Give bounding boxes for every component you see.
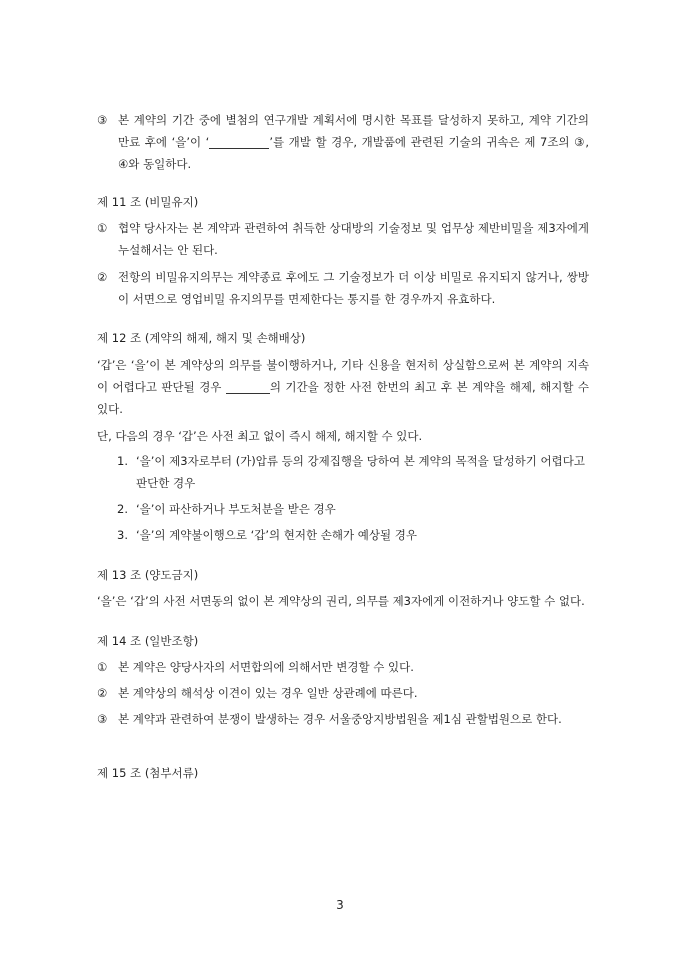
subitem-text: ‘을’이 파산하거나 부도처분을 받은 경우 [136, 502, 336, 516]
item-marker: ③ [97, 712, 108, 726]
article-10-item-3 [97, 109, 589, 175]
item-text: 협약 당사자는 본 계약과 관련하여 취득한 상대방의 기술정보 및 업무상 제반비밀을 제3자에게 누설해서는 안 된다. [118, 221, 589, 257]
subitem-text: ‘을’이 제3자로부터 (가)압류 등의 강제집행을 당하여 본 계약의 목적을 달성하기 어렵다고 판단한 경우 [136, 454, 585, 490]
fill-in-blank [209, 134, 269, 149]
article-11-item-2 [97, 266, 589, 310]
page-number: 3 [336, 898, 344, 912]
subitem-marker: 3. [117, 528, 128, 542]
article-14-heading: 제 14 조 (일반조항) [97, 634, 199, 648]
item-marker: ③ [97, 113, 108, 127]
item-text: 본 계약상의 해석상 이견이 있는 경우 일반 상관례에 따른다. [118, 686, 418, 700]
article-11-item-1 [97, 217, 589, 261]
item-text: 전항의 비밀유지의무는 계약종료 후에도 그 기술정보가 더 이상 비밀로 유지되지 않거나, 쌍방이 서면으로 영업비밀 유지의무를 면제한다는 통지를 한 경우까지 유효하다. [118, 270, 589, 306]
article-14-item-2 [97, 682, 589, 704]
item-text-before-blank: 본 계약의 기간 중에 별첨의 연구개발 계획서에 명시한 목표를 달성하지 못하고, 계약 기간의 만료 후에 ‘을’이 ‘ [118, 113, 589, 149]
item-marker: ① [97, 660, 108, 674]
item-text: 본 계약과 관련하여 분쟁이 발생하는 경우 서울중앙지방법원을 제1심 관할법원으로 한다. [118, 712, 562, 726]
fill-in-blank [226, 379, 270, 394]
paragraph-text-before-blank: ‘갑’은 ‘을’이 본 계약상의 의무를 불이행하거나, 기타 신용을 현저히 상실함으로써 본 계약의 지속이 어렵다고 판단될 경우 [97, 358, 589, 394]
article-14-item-1 [97, 656, 589, 678]
article-15-heading: 제 15 조 (첨부서류) [97, 766, 199, 780]
item-text: 본 계약은 양당사자의 서면합의에 의해서만 변경할 수 있다. [118, 660, 414, 674]
paragraph-text-after-blank: 의 기간을 정한 사전 한번의 최고 후 본 계약을 해제, 해지할 수 있다. [97, 380, 589, 416]
item-text-after-blank: ’를 개발 할 경우, 개발품에 관련된 기술의 귀속은 제 7조의 ③, ④와 동일하다. [118, 135, 589, 171]
article-13-text: ‘을’은 ‘갑’의 사전 서면동의 없이 본 계약상의 권리, 의무를 제3자에게 이전하거나 양도할 수 없다. [97, 594, 585, 608]
subitem-marker: 1. [117, 454, 128, 468]
item-marker: ① [97, 221, 108, 235]
article-12-subitem-3 [97, 524, 589, 546]
article-14-item-3 [97, 708, 589, 730]
document-body [97, 109, 589, 784]
article-12-subitem-2 [97, 498, 589, 520]
item-marker: ② [97, 686, 108, 700]
article-11-heading: 제 11 조 (비밀유지) [97, 195, 199, 209]
item-marker: ② [97, 270, 108, 284]
subitem-text: ‘을’의 계약불이행으로 ‘갑’의 현저한 손해가 예상될 경우 [136, 528, 417, 542]
article-12-subitem-1 [97, 450, 589, 494]
subitem-marker: 2. [117, 502, 128, 516]
article-13-heading: 제 13 조 (양도금지) [97, 568, 199, 582]
article-12-paragraph-1 [97, 354, 589, 420]
article-12-paragraph-2: 단, 다음의 경우 ‘갑’은 사전 최고 없이 즉시 해제, 해지할 수 있다. [97, 429, 423, 443]
article-12-heading: 제 12 조 (계약의 해제, 해지 및 손해배상) [97, 331, 306, 345]
